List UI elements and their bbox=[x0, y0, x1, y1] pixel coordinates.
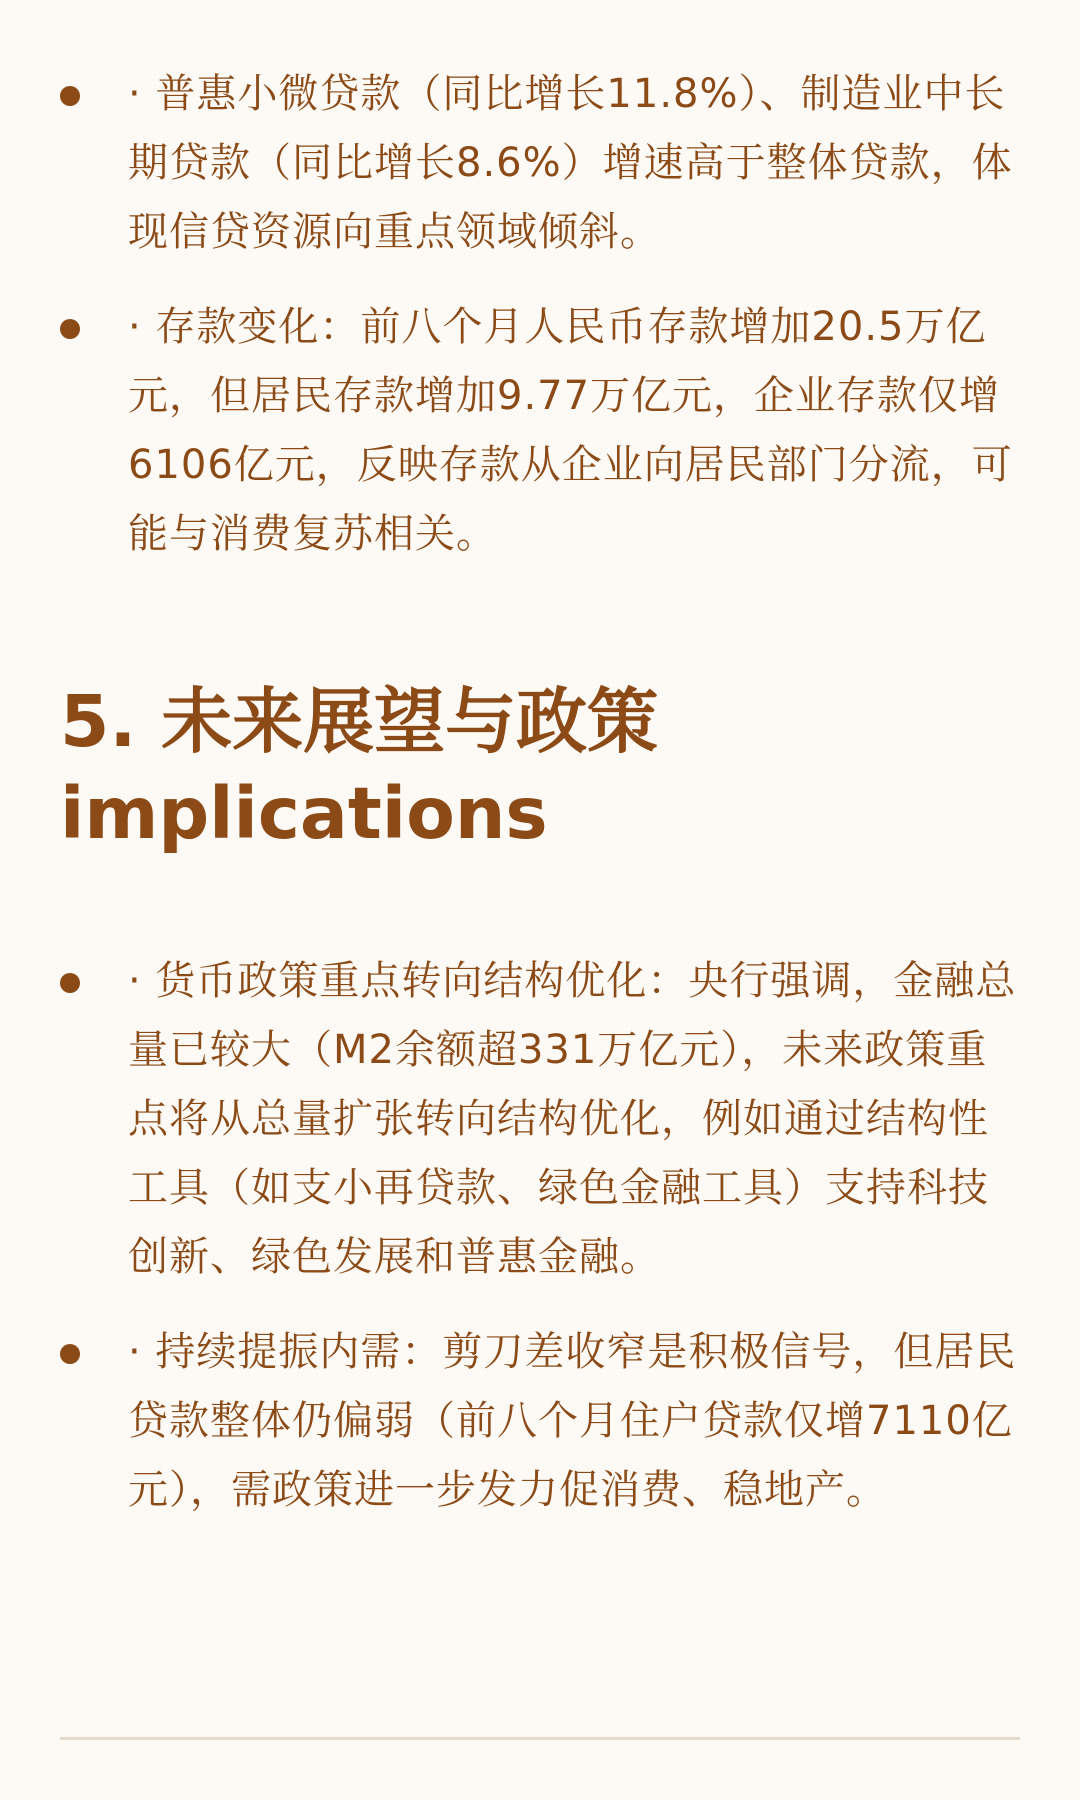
bullet-dot-icon bbox=[60, 973, 80, 993]
list-item-text: · 存款变化：前八个月人民币存款增加20.5万亿元，但居民存款增加9.77万亿元，企业存款仅增6106亿元，反映存款从企业向居民部门分流，可能与消费复苏相关。 bbox=[128, 304, 1013, 557]
section-heading: 5. 未来展望与政策implications bbox=[60, 680, 659, 855]
footer-divider bbox=[60, 1737, 1020, 1740]
bullet-dot-icon bbox=[60, 86, 80, 106]
list-item-text: · 持续提振内需：剪刀差收窄是积极信号，但居民贷款整体仍偏弱（前八个月住户贷款仅增7110亿元），需政策进一步发力促消费、稳地产。 bbox=[128, 1329, 1017, 1513]
list-item-text: · 货币政策重点转向结构优化：央行强调，金融总量已较大（M2余额超331万亿元），未来政策重点将从总量扩张转向结构优化，例如通过结构性工具（如支小再贷款、绿色金融工具）支持科技创新、绿色发展和普惠金融。 bbox=[128, 958, 1017, 1280]
list-item-text: · 普惠小微贷款（同比增长11.8%）、制造业中长期贷款（同比增长8.6%）增速高于整体贷款，体现信贷资源向重点领域倾斜。 bbox=[128, 71, 1013, 255]
bullet-dot-icon bbox=[60, 319, 80, 339]
bullet-dot-icon bbox=[60, 1344, 80, 1364]
